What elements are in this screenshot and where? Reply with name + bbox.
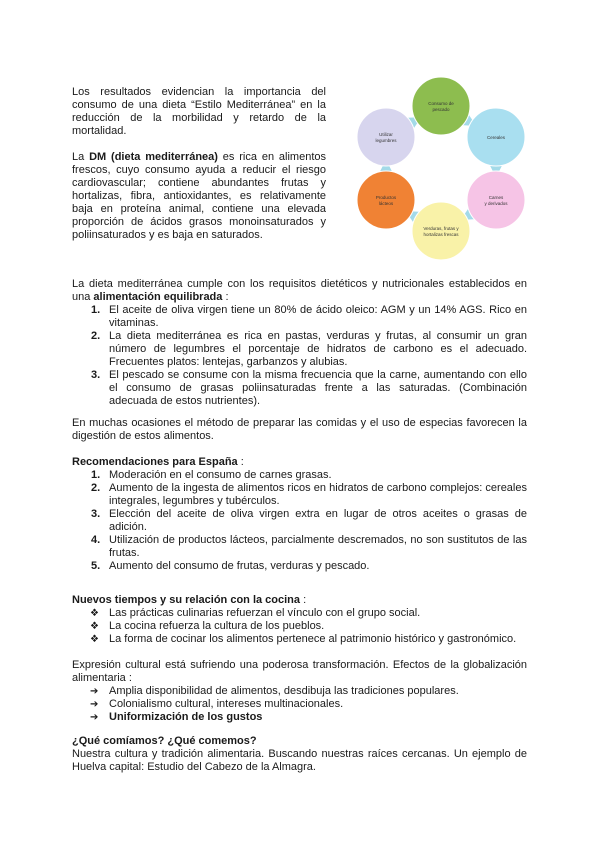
cycle-node-label: y derivados	[484, 201, 508, 206]
item-text: La cocina refuerza la cultura de los pueblos.	[109, 620, 325, 632]
cycle-node-label: Carnes	[488, 195, 504, 200]
nuevos-tiempos-colon: :	[300, 594, 307, 606]
equilibrada-intro	[72, 278, 527, 304]
cycle-node	[467, 171, 525, 229]
cycle-node-label: hortalizas frescas	[423, 232, 459, 237]
recomendaciones-list	[72, 469, 527, 573]
globalizacion-intro: Expresión cultural está sufriendo una poderosa transformación. Efectos de la globalización alimentaria :	[72, 659, 527, 684]
item-number: 5.	[91, 560, 101, 572]
item-text: Amplia disponibilidad de alimentos, desdibuja las tradiciones populares.	[109, 685, 459, 697]
diamond-bullet-icon: ❖	[90, 634, 99, 645]
nuevos-tiempos-heading	[72, 594, 527, 607]
nuevos-tiempos-title: Nuevos tiempos y su relación con la cocina	[72, 594, 301, 606]
section-equilibrada	[72, 278, 527, 408]
item-number: 3.	[91, 369, 101, 381]
cycle-node	[412, 202, 470, 260]
que-comemos-text: Nuestra cultura y tradición alimentaria. Buscando nuestras raíces cercanas. Un ejemplo de Huelva capital: Estudio del Cabezo de la Almagra.	[72, 748, 527, 773]
cycle-node-label: legumbres	[375, 138, 397, 143]
item-text: Elección del aceite de oliva virgen extra en lugar de otros aceites o grasas de adición.	[109, 508, 527, 533]
section-que-comemos	[72, 735, 527, 774]
list-item	[72, 633, 527, 646]
item-text: Utilización de productos lácteos, parcialmente descremados, no son sustitutos de las frutas.	[109, 534, 527, 559]
item-number: 4.	[91, 534, 101, 546]
diamond-bullet-icon: ❖	[90, 608, 99, 619]
item-text: La dieta mediterránea es rica en pastas, verduras y frutas, al consumir un gran número de legumbres el porcentaje de hidratos de carbono es el adecuado. Frecuentes platos: lentejas, garbanzos y alubias.	[109, 330, 527, 368]
item-text: Aumento del consumo de frutas, verduras y pescado.	[109, 560, 370, 572]
item-number: 1.	[91, 304, 101, 316]
diamond-bullet-icon: ❖	[90, 621, 99, 632]
equilibrada-term: alimentación equilibrada	[93, 291, 223, 303]
list-item	[72, 482, 527, 508]
digestion-paragraph: En muchas ocasiones el método de preparar las comidas y el uso de especias favorecen la digestión de estos alimentos.	[72, 417, 527, 442]
item-number: 2.	[91, 330, 101, 342]
arrow-bullet-icon: ➔	[90, 712, 99, 723]
cycle-node-label: Productos	[375, 195, 397, 200]
cycle-node-label: Cereales	[486, 135, 506, 140]
item-text: La forma de cocinar los alimentos pertenece al patrimonio histórico y gastronómico.	[109, 633, 517, 645]
dm-term: DM (dieta mediterránea)	[89, 151, 218, 163]
mediterranean-diet-cycle-diagram	[326, 74, 536, 270]
intro-paragraph-1: Los resultados evidencian la importancia del consumo de una dieta “Estilo Mediterránea” en la reducción de la morbilidad y retardo de la mortalidad.	[72, 86, 326, 137]
list-item	[72, 369, 527, 408]
cycle-node	[357, 108, 415, 166]
list-item	[72, 698, 527, 711]
nuevos-tiempos-list	[72, 607, 527, 646]
equilibrada-list	[72, 304, 527, 408]
arrow-bullet-icon: ➔	[90, 686, 99, 697]
recomendaciones-heading	[72, 456, 527, 469]
globalizacion-list	[72, 685, 527, 724]
intro-block	[72, 86, 326, 242]
recomendaciones-title: Recomendaciones para España	[72, 456, 238, 468]
list-item	[72, 534, 527, 560]
item-number: 1.	[91, 469, 101, 481]
section-globalizacion	[72, 659, 527, 724]
intro-p2-prefix: La	[72, 151, 90, 163]
recomendaciones-colon: :	[237, 456, 244, 468]
list-item	[72, 711, 527, 724]
cycle-node-label: Verduras, frutas y	[423, 226, 459, 231]
list-item	[72, 560, 527, 573]
que-comemos-title: ¿Qué comíamos? ¿Qué comemos?	[72, 735, 257, 747]
item-text-bold: Uniformización de los gustos	[109, 711, 263, 723]
arrow-bullet-icon: ➔	[90, 699, 99, 710]
item-text: El pescado se consume con la misma frecuencia que la carne, aumentando con ello el consumo de grasas poliinsaturadas frente a las saturadas. (Combinación adecuada de estos nutrientes).	[109, 369, 527, 407]
cycle-node-label: Utilizar	[379, 132, 393, 137]
list-item	[72, 685, 527, 698]
intro-paragraph-2	[72, 151, 326, 242]
cycle-node	[412, 77, 470, 135]
cycle-node	[357, 171, 415, 229]
equilibrada-colon: :	[222, 291, 229, 303]
que-comemos-heading	[72, 735, 527, 748]
section-recomendaciones	[72, 456, 527, 573]
item-number: 3.	[91, 508, 101, 520]
item-text: Aumento de la ingesta de alimentos ricos en hidratos de carbono complejos: cereales integrales, legumbres y tubérculos.	[109, 482, 527, 507]
item-text: Las prácticas culinarias refuerzan el vínculo con el grupo social.	[109, 607, 421, 619]
item-text: El aceite de oliva virgen tiene un 80% de ácido oleico: AGM y un 14% AGS. Rico en vitaminas.	[109, 304, 527, 329]
cycle-node-label: pescado	[432, 107, 450, 112]
item-text: Colonialismo cultural, intereses multinacionales.	[109, 698, 344, 710]
intro-p2-rest: es rica en alimentos frescos, cuyo consumo ayuda a reducir el riesgo cardiovascular; contiene abundantes frutas y hortalizas, fibra, antioxidantes, es relativamente baja en proteína animal, contiene una elevada proporción de ácidos grasos monoinsaturados y poliinsaturados y es baja en saturados.	[72, 151, 326, 241]
section-nuevos-tiempos	[72, 594, 527, 646]
list-item	[72, 607, 527, 620]
list-item	[72, 620, 527, 633]
cycle-node-label: lácteos	[378, 201, 394, 206]
list-item	[72, 469, 527, 482]
item-text: Moderación en el consumo de carnes grasas.	[109, 469, 332, 481]
list-item	[72, 330, 527, 369]
list-item	[72, 508, 527, 534]
item-number: 2.	[91, 482, 101, 494]
cycle-node-label: Consumo de	[428, 101, 454, 106]
equilibrada-intro-text: La dieta mediterránea cumple con los requisitos dietéticos y nutricionales establecidos en una	[72, 278, 527, 303]
list-item	[72, 304, 527, 330]
